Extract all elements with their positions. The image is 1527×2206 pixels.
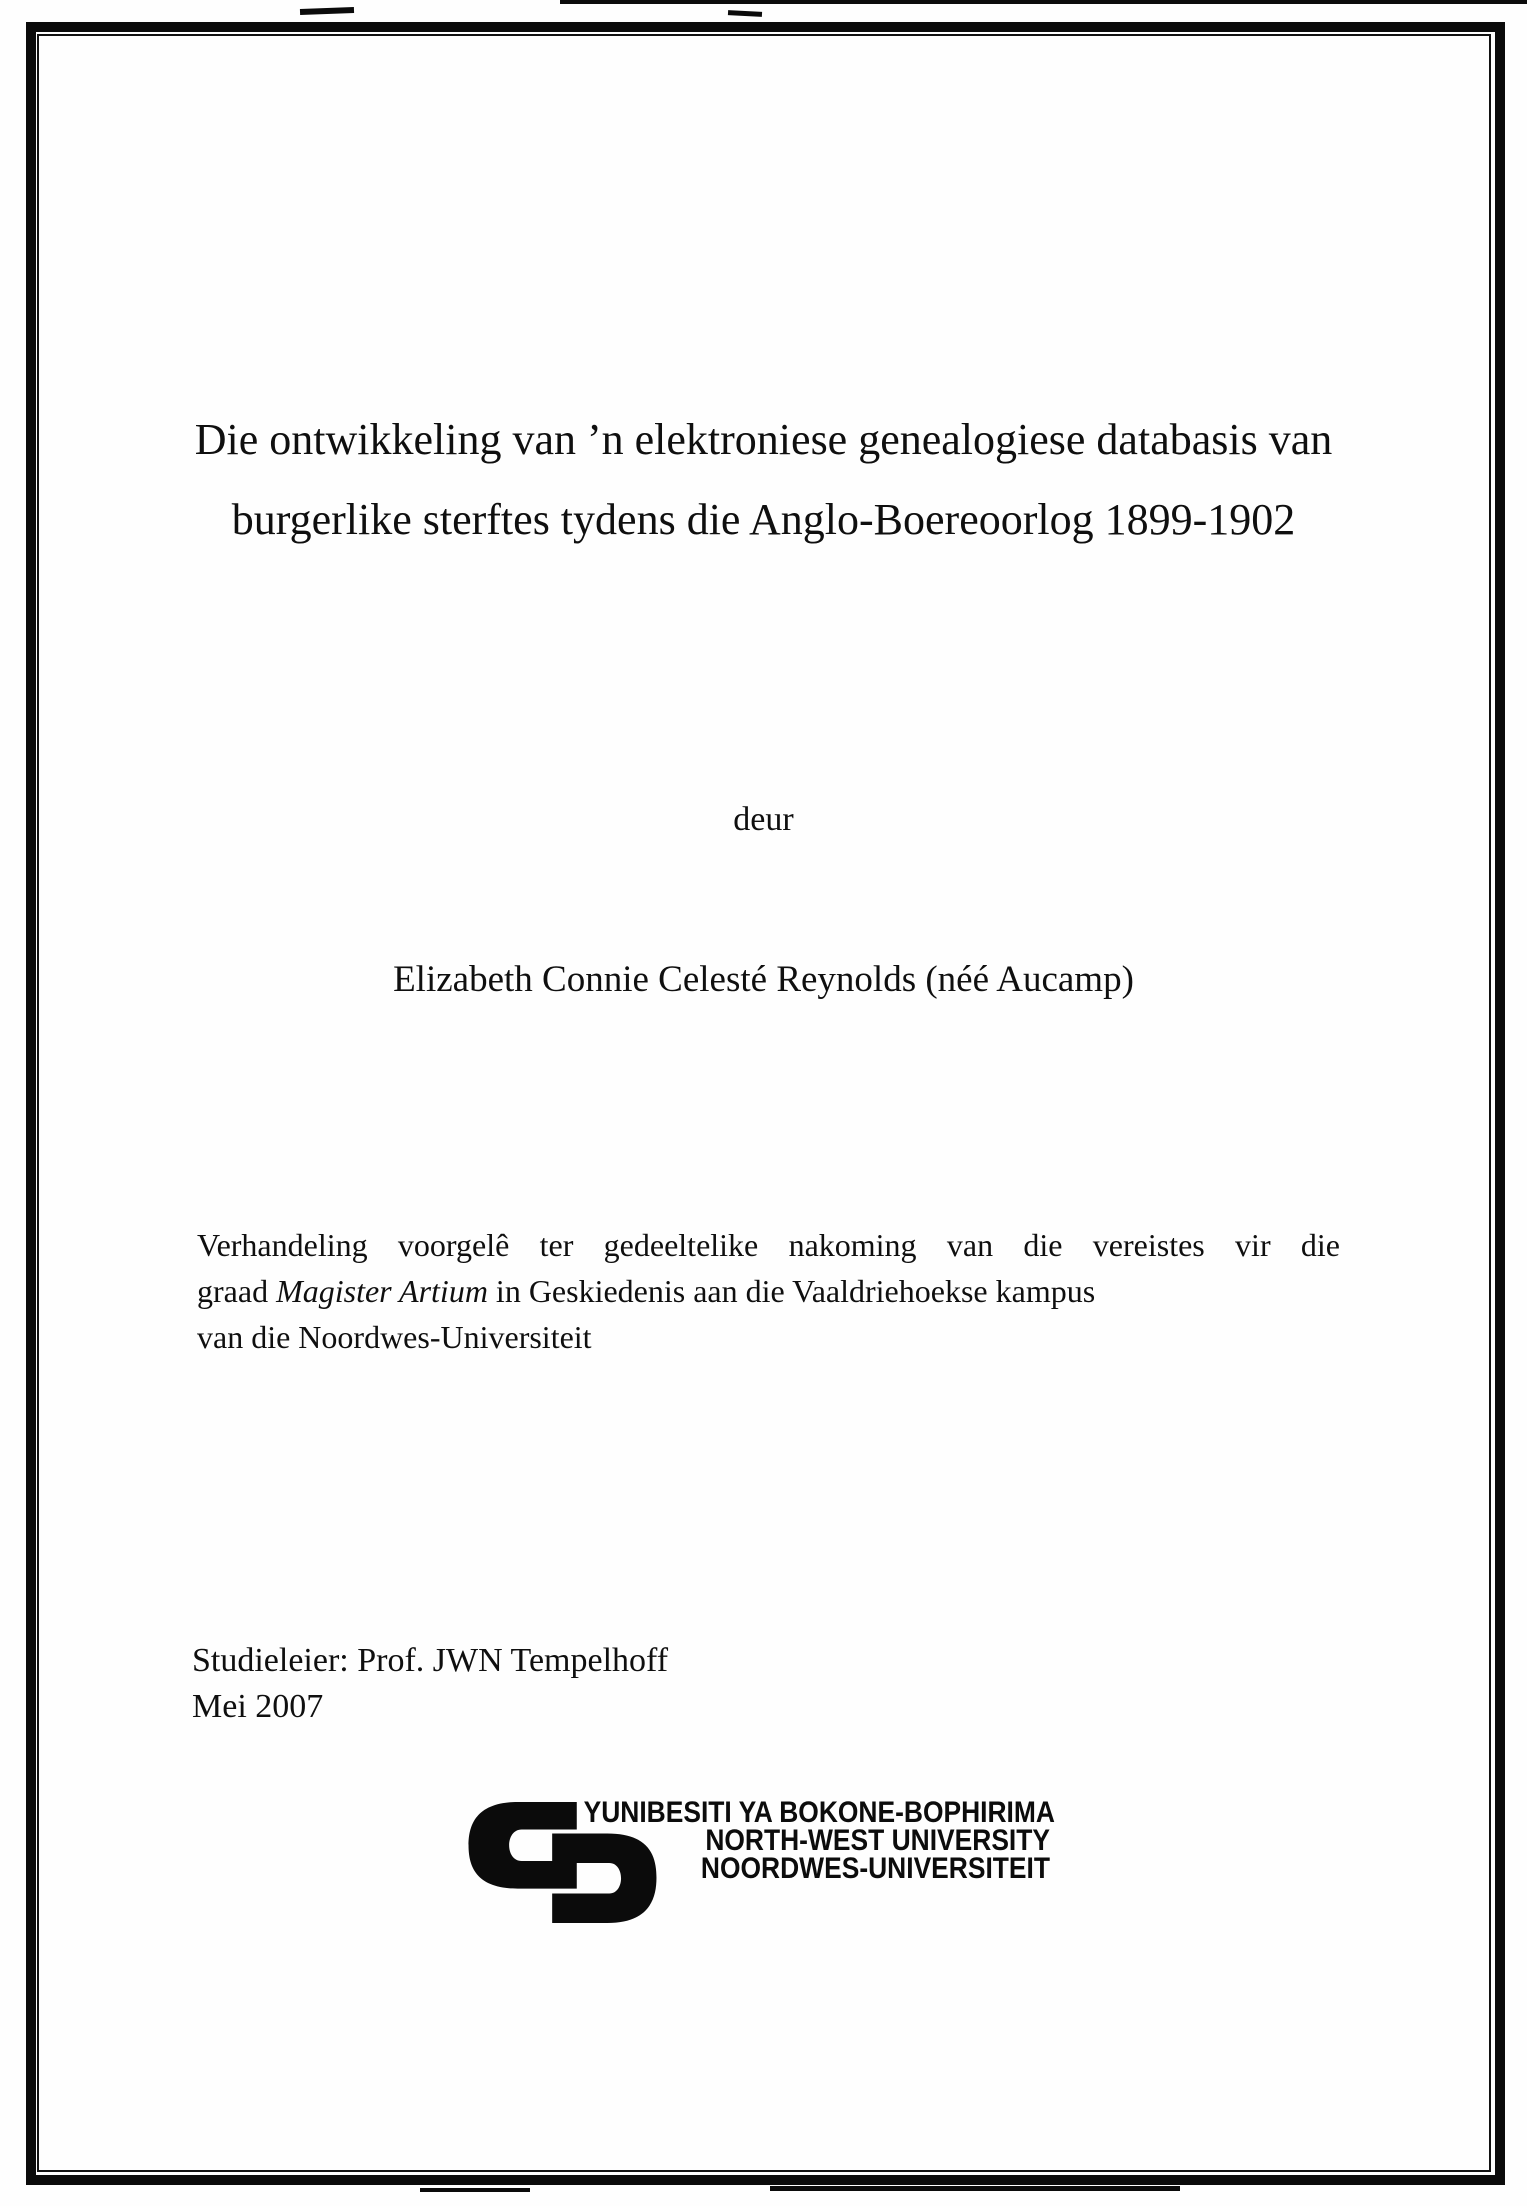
logo-text-afrikaans: NOORDWES-UNIVERSITEIT bbox=[700, 1852, 1050, 1885]
logo-text-english: NORTH-WEST UNIVERSITY bbox=[705, 1824, 1050, 1857]
degree-statement-line-2-post: in Geskiedenis aan die Vaaldriehoekse kampus bbox=[487, 1273, 1096, 1309]
degree-statement-line-1: Verhandeling voorgelê ter gedeeltelike nakoming van die vereistes vir die bbox=[197, 1227, 1340, 1263]
thesis-title-line-1: Die ontwikkeling van ’n elektroniese genealogiese databasis van bbox=[194, 415, 1333, 464]
thesis-title bbox=[40, 400, 1487, 560]
scan-artifact bbox=[770, 2186, 1180, 2191]
degree-statement-line-2 bbox=[197, 1268, 1340, 1314]
byline-deur: deur bbox=[733, 801, 794, 838]
scan-artifact bbox=[728, 10, 762, 17]
logo-wordmark bbox=[520, 1796, 1055, 1885]
scan-artifact bbox=[420, 2188, 530, 2192]
scan-artifact bbox=[560, 0, 1527, 4]
thesis-title-line-2: burgerlike sterftes tydens die Anglo-Boereoorlog 1899-1902 bbox=[231, 495, 1296, 544]
logo-text-setswana: YUNIBESITI YA BOKONE-BOPHIRIMA bbox=[583, 1796, 1055, 1829]
supervisor-line: Studieleier: Prof. JWN Tempelhoff bbox=[192, 1642, 669, 1679]
date-line: Mei 2007 bbox=[192, 1688, 324, 1725]
author-name: Elizabeth Connie Celesté Reynolds (néé Aucamp) bbox=[393, 959, 1134, 1000]
scan-artifact bbox=[300, 7, 354, 15]
degree-name-italic: Magister Artium bbox=[276, 1273, 488, 1309]
degree-statement-line-3: van die Noordwes-Universiteit bbox=[197, 1319, 592, 1355]
degree-statement-line-2-pre: graad bbox=[197, 1273, 277, 1309]
degree-statement bbox=[197, 1222, 1340, 1360]
supervisor-block bbox=[192, 1638, 1092, 1730]
